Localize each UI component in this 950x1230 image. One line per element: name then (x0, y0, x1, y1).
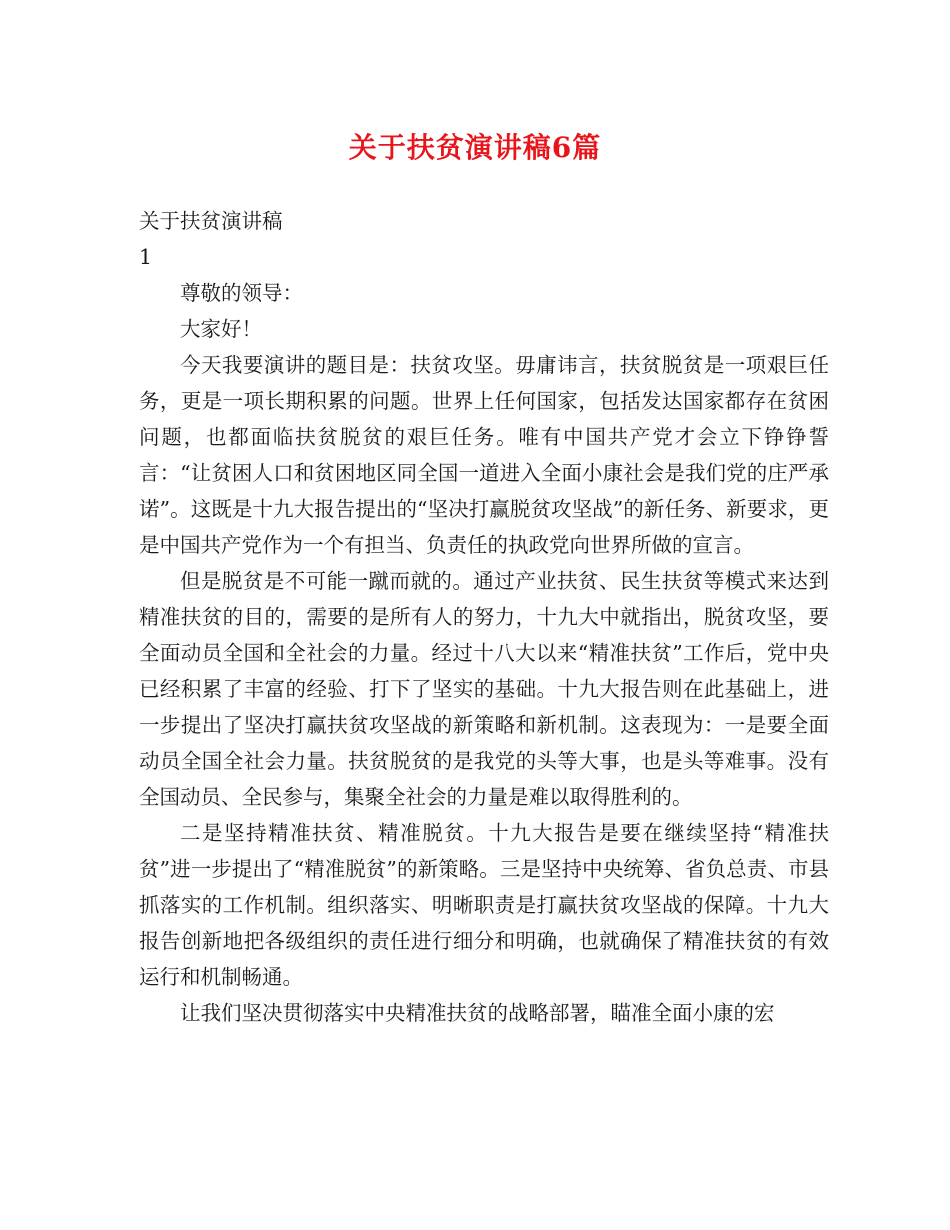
greeting: 大家好！ (180, 317, 262, 341)
paragraph-3: 二是坚持精准扶贫、精准脱贫。十九大报告是要在继续坚持“精准扶贫”进一步提出了“精准脱贫”的新策略。三是坚持中央统筹、省负总责、市县抓落实的工作机制。组织落实、明晰职责是打赢扶贫攻坚战的保障。十九大报告创新地把各级组织的责任进行细分和明确，也就确保了精准扶贫的有效运行和机制畅通。 (139, 821, 829, 989)
subtitle-line: 关于扶贫演讲稿 (139, 209, 283, 233)
paragraph-4: 让我们坚决贯彻落实中央精准扶贫的战略部署，瞄准全面小康的宏 (180, 1001, 775, 1025)
paragraph-1: 今天我要演讲的题目是：扶贫攻坚。毋庸讳言，扶贫脱贫是一项艰巨任务，更是一项长期积累的问题。世界上任何国家，包括发达国家都存在贫困问题，也都面临扶贫脱贫的艰巨任务。唯有中国共产党才会立下铮铮誓言：“让贫困人口和贫困地区同全国一道进入全面小康社会是我们党的庄严承诺”。这既是十九大报告提出的“坚决打赢脱贫攻坚战”的新任务、新要求，更是中国共产党作为一个有担当、负责任的执政党向世界所做的宣言。 (139, 353, 829, 557)
document-title: 关于扶贫演讲稿6篇 (348, 131, 602, 164)
salutation: 尊敬的领导： (180, 281, 303, 305)
paragraph-2: 但是脱贫是不可能一蹴而就的。通过产业扶贫、民生扶贫等模式来达到精准扶贫的目的，需要的是所有人的努力，十九大中就指出，脱贫攻坚，要全面动员全国和全社会的力量。经过十八大以来“精准扶贫”工作后，党中央已经积累了丰富的经验、打下了坚实的基础。十九大报告则在此基础上，进一步提出了坚决打赢扶贫攻坚战的新策略和新机制。这表现为：一是要全面动员全国全社会力量。扶贫脱贫的是我党的头等大事，也是头等难事。没有全国动员、全民参与，集聚全社会的力量是难以取得胜利的。 (139, 569, 829, 809)
subtitle-number: 1 (139, 245, 153, 269)
document-body (139, 203, 829, 1031)
